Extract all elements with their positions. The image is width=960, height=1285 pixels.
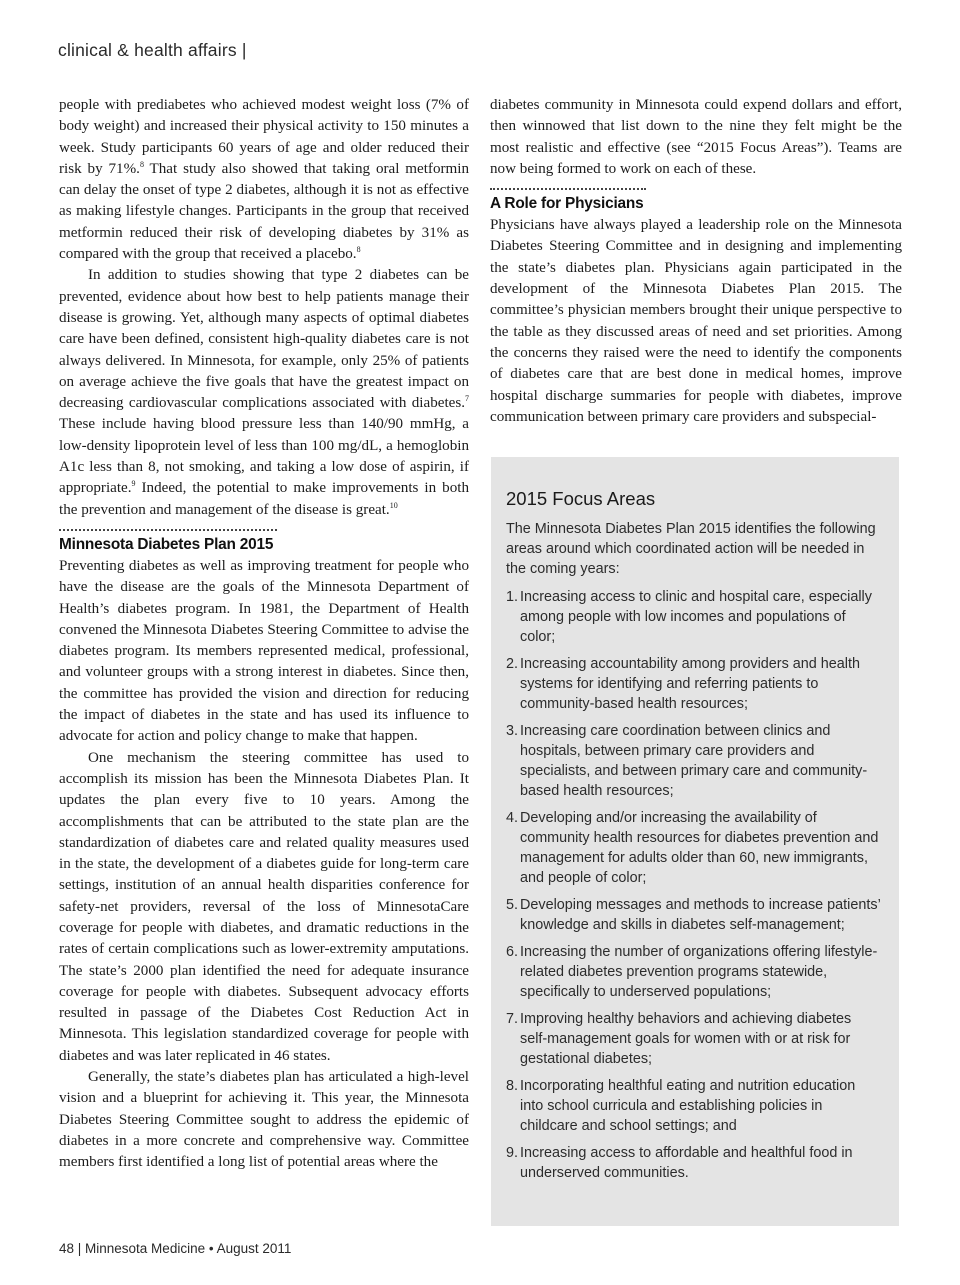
focus-areas-sidebar bbox=[491, 457, 899, 1226]
list-text: Increasing care coordination between clinics and hospitals, between primary care providers and specialists, and between primary care and community-based health resources; bbox=[520, 723, 868, 799]
sidebar-title: 2015 Focus Areas bbox=[506, 488, 656, 509]
page-footer: 48 | Minnesota Medicine • August 2011 bbox=[59, 1241, 292, 1256]
list-text: Increasing the number of organizations offering lifestyle-related diabetes prevention programs statewide, specifically to underserved populations; bbox=[520, 944, 878, 1000]
list-item bbox=[506, 808, 881, 888]
dotted-divider bbox=[59, 529, 277, 531]
footnote-ref: 10 bbox=[389, 500, 398, 510]
footnote-ref: 8 bbox=[356, 245, 361, 255]
list-number: 6. bbox=[506, 944, 519, 960]
text-run: These include having blood pressure less than 140/90 mmHg, a low-density lipoprotein level of less than 100 mg/dL, a hemoglobin A1c less than 8, not smoking, and taking a low dose of aspirin, if appropriate. bbox=[59, 416, 469, 497]
right-paragraph-2: Physicians have always played a leadership role on the Minnesota Diabetes Steering Committee and in designing and implementing the state’s diabetes plan. Physicians again participated in the development of the Minnesota Diabetes Plan 2015. The committee’s physician members brought their unique perspective to the table as they discussed areas of need and set priorities. Among the concerns they raised were the need to identify the components of diabetes care that are best done in medical homes, improve hospital discharge summaries for people with diabetes, improve communication between primary care providers and subspecial- bbox=[490, 217, 902, 425]
footnote-ref: 8 bbox=[139, 159, 144, 169]
list-text: Increasing accountability among providers and health systems for identifying and referring patients to community-based health resources; bbox=[520, 656, 860, 712]
list-number: 4. bbox=[506, 810, 519, 826]
right-column bbox=[490, 95, 902, 428]
dotted-divider bbox=[490, 188, 646, 190]
list-item bbox=[506, 587, 881, 647]
list-text: Improving healthy behaviors and achieving diabetes self-management goals for women with or at risk for gestational diabetes; bbox=[520, 1011, 852, 1067]
running-header: clinical & health affairs | bbox=[58, 40, 247, 60]
list-item bbox=[506, 1076, 881, 1136]
list-item bbox=[506, 1009, 881, 1069]
left-column bbox=[59, 95, 469, 1174]
list-text: Developing messages and methods to increase patients’ knowledge and skills in diabetes self-management; bbox=[520, 897, 881, 933]
sidebar-intro: The Minnesota Diabetes Plan 2015 identifies the following areas around which coordinated action will be needed in the coming years: bbox=[506, 521, 876, 577]
text-run: people with prediabetes who achieved modest weight loss (7% of body weight) and increased their physical activity to 150 minutes a week. Study participants 60 years of age and older reduced their risk by 71%. bbox=[59, 97, 469, 177]
list-text: Increasing access to clinic and hospital care, especially among people with low incomes and populations of color; bbox=[520, 589, 872, 645]
section-heading-diabetes-plan: Minnesota Diabetes Plan 2015 bbox=[59, 535, 274, 553]
list-number: 2. bbox=[506, 656, 519, 672]
list-number: 7. bbox=[506, 1011, 519, 1027]
list-text: Developing and/or increasing the availability of community health resources for diabetes prevention and management for adults older than 60, new immigrants, and people of color; bbox=[520, 810, 879, 886]
list-number: 3. bbox=[506, 723, 519, 739]
list-item bbox=[506, 654, 881, 714]
focus-areas-list bbox=[506, 587, 881, 1183]
list-item bbox=[506, 1143, 881, 1183]
list-number: 5. bbox=[506, 897, 519, 913]
list-number: 1. bbox=[506, 589, 519, 605]
left-paragraph-2 bbox=[59, 265, 469, 521]
left-paragraph-4: One mechanism the steering committee has used to accomplish its mission has been the Minnesota Diabetes Plan. It updates the plan every five to 10 years. Among the accomplishments that can be attributed to the state plan are the standardization of diabetes care and related quality measures used in the state, the development of a diabetes guide for long-term care settings, institution of an annual health disparities conference for safety-net providers, reversal of the loss of MinnesotaCare coverage for people with diabetes, and dramatic reductions in the rates of certain complications such as lower-extremity amputations. The state’s 2000 plan identified the need for adequate insurance coverage for people with diabetes. Subsequent advocacy efforts resulted in passage of the Diabetes Cost Reduction Act in Minnesota. This legislation standardized coverage for people with diabetes and was later replicated in 46 states. bbox=[59, 749, 469, 1064]
right-paragraph-1: diabetes community in Minnesota could expend dollars and effort, then winnowed that list down to the nine they felt might be the most realistic and effective (see “2015 Focus Areas”). Teams are now being formed to work on each of these. bbox=[490, 97, 902, 177]
list-text: Increasing access to affordable and healthful food in underserved communities. bbox=[520, 1145, 853, 1181]
footnote-ref: 9 bbox=[131, 479, 136, 489]
list-item bbox=[506, 721, 881, 801]
list-item bbox=[506, 942, 881, 1002]
left-paragraph-3: Preventing diabetes as well as improving treatment for people who have the disease are the goals of the Minnesota Department of Health’s diabetes program. In 1981, the Department of Health convened the Minnesota Diabetes Steering Committee to advise the diabetes program. Its members represented medical, professional, and volunteer groups with a strong interest in diabetes. Since then, the committee has provided the vision and direction for reducing the impact of diabetes in the state and has used its influence to advocate for action and policy change to make that happen. bbox=[59, 557, 469, 745]
list-text: Incorporating healthful eating and nutrition education into school curricula and establishing policies in childcare and school settings; and bbox=[520, 1078, 856, 1134]
left-paragraph-1 bbox=[59, 95, 469, 265]
footnote-ref: 7 bbox=[465, 394, 469, 404]
left-paragraph-5: Generally, the state’s diabetes plan has articulated a high-level vision and a blueprint for achieving it. This year, the Minnesota Diabetes Steering Committee sought to address the epidemic of diabetes in a more concrete and comprehensive way. Committee members first identified a long list of potential areas where the bbox=[59, 1069, 469, 1171]
section-heading-role-physicians: A Role for Physicians bbox=[490, 195, 644, 213]
text-run: Indeed, the potential to make improvements in both the prevention and management of the disease is great. bbox=[59, 480, 469, 518]
list-item bbox=[506, 895, 881, 935]
text-run: In addition to studies showing that type 2 diabetes can be prevented, evidence about how best to help patients manage their disease is growing. Yet, although many aspects of optimal diabetes care have been defined, consistent high-quality diabetes care is not always delivered. In Minnesota, for example, only 25% of patients on average achieve the five goals that have the greatest impact on decreasing cardiovascular complications associated with diabetes. bbox=[59, 267, 469, 412]
list-number: 9. bbox=[506, 1145, 519, 1161]
list-number: 8. bbox=[506, 1078, 519, 1094]
text-run: That study also showed that taking oral metformin can delay the onset of type 2 diabetes, although it is not as effective as making lifestyle changes. Participants in the group that received metformin reduced their risk of developing diabetes by 31% as compared with the group that received a placebo. bbox=[59, 160, 469, 263]
